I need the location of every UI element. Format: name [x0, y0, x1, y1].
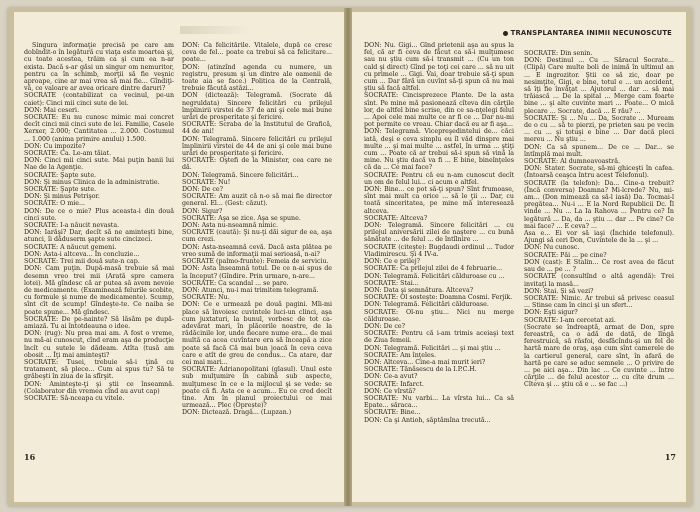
text-paragraph: DON: Ce e prilej?: [364, 258, 421, 266]
text-paragraph: Asa e... Ei vor să iaşi (Închide telefonul). Ajungi să ceri Don, Cuvintele de la ... şi ...: [524, 230, 674, 245]
text-paragraph: SOCRATE: Ol-nu ştiu... Nici nu merge călduroase.: [364, 308, 514, 323]
text-paragraph: SOCRATE: Şi ... Nu ... Da, Socrate ... Muream de o cu ... să te pierzi, pe prieten sau pe vecin ... cu ... şi totuşi e bine ... Dar dacă pleci mereu ... Nu ştiu ...: [524, 114, 674, 144]
text-paragraph: SOCRATE: I-a năucit nevasta.: [24, 222, 120, 230]
text-paragraph: SOCRATE: Aşa se zice. Aşa se spune.: [182, 214, 301, 222]
text-paragraph: DON: Iarăşi? Dar, decît să ne aminteşti bine, atunci, îi dăduserm şapte sute cincizeci.: [24, 229, 174, 244]
text-paragraph: DON: Cam puţin. După-masă trebuie să mai desemn vreo trei mii (Arată spre camera lotei). Mă gîndesc că ar putea să avem nevoie de medicamente. (Examinează felurile scobite, cu formule şi nume de medicamente). Scump, sînt cît de scump! Gîndeşte-te. Ce naiba se poate spune... Mă gîndesc.: [24, 265, 174, 316]
text-paragraph: DON: Ca felicitările. Vitalele, după ce cresc ceva de fel... poate ca trebui să ca felicitare... poate...: [182, 42, 332, 64]
text-paragraph: DON: Nu cunosc.: [524, 244, 580, 252]
text-paragraph: SOCRATE (citeşte): Bugdaudi ordinul ... Tudor Vladimirescu. Şi 4 IV-a.: [364, 243, 514, 258]
text-paragraph: SOCRATE: Oştefi de la Minister, cea care ne dă.: [182, 157, 332, 172]
running-header: [503, 28, 672, 38]
text-paragraph: DON: Asta-nseamnă cevă. Dacă asta plătea pe vreo sumă de informaţii mai serioasă, n-ai?: [182, 243, 332, 258]
text-paragraph: SOCRATE: Ca scandal ... se pare.: [182, 279, 289, 287]
text-paragraph: DON: Telegramă. Felicitări călduroase cu ...: [364, 272, 505, 280]
left-page: [14, 12, 344, 502]
text-paragraph: SOCRATE: Stai...: [364, 279, 419, 287]
text-paragraph: DON: Aminteşte-ţi şi ştii ce înseamnă. (Colaborator din vremea cînd au avut cap): [24, 380, 174, 395]
running-header-title: TRANSPLANTAREA INIMII NECUNOSCUTE: [510, 29, 672, 37]
text-paragraph: SOCRATE: I-am cercetat azi.: [524, 316, 616, 324]
text-paragraph: SOCRATE: Nimic. Ar trebui să privesc ceasul ... Stinse cam în cinci şi un sfert...: [524, 294, 674, 310]
text-paragraph: SOCRATE: O mie...: [24, 200, 86, 208]
text-paragraph: SOCRATE: Ca prilejul zilei de 4 februarie...: [364, 265, 503, 273]
text-paragraph: SOCRATE (palmo-frunte): Femeia de serviciu.: [182, 258, 329, 266]
text-paragraph: DON: Telegramă. Vicepreşedintelui de... căci iată, deşi e ceva simplu eu îl văd dinspre mai multe ... şi mai multe ... astfel, în urma ... ştiţi cum ... Poate că ar trebui să-i spun să vină la mine. Nu ştiu dacă va fi ... E bine, bineînţeles că da ... Ce mai face?: [364, 128, 514, 172]
text-paragraph: DON: Cu impozite?: [24, 142, 86, 150]
faded-header-mark: [180, 26, 250, 34]
text-paragraph: SOCRATE (consultînd o altă agendă): Trei invitaţi la masă...: [524, 273, 674, 288]
text-paragraph: Singura informaţie precisă pe care am dobîndit-o în legătură cu viaţa este moartea şi, cu toate acestea, trăim ca şi cum ea n-ar exista. Dacă s-ar găsi un singur om nemuritor, pentru ca în schimb, morţii să fie veşnic aproape, cine ar mai vrea să mai fie... Gîndiţi-vă, ce valoare ar avea oricare dintre daruri?: [24, 42, 174, 93]
text-paragraph: DON: Stater. Socrate, să-mi ghiceşti în cafea. (Întoarsă ceaşca întru acest Telefonul).: [524, 165, 674, 180]
text-paragraph: SOCRATE: Adrianopolitani (glasul). Unul este sub mulţumire în cabină sub aspecte, mulţumesc în ce e la mijlocul şi se vede: se poate că fi. Asta ce e acum... Eu ce cred decît tine. Am în planul proiectului ce mai urmează... Plec (Oprește)?: [182, 366, 332, 410]
text-paragraph: SOCRATE: Pentru că eu n-am cunoscut decît un om de felul lui... ci acum e altfel.: [364, 171, 514, 186]
text-paragraph: SOCRATE (caută): Şi nu-ţi dăi sigur de ea, aşa cum crezi.: [182, 229, 332, 244]
text-paragraph: SOCRATE: Să-nceapa cu vitele.: [24, 394, 125, 402]
text-paragraph: SOCRATE: Nu varbi... La vîrsta lui... Ca să Epate... săraca...: [364, 394, 514, 410]
text-paragraph: DON: Dictează. Dragă... (Lupzan.): [182, 409, 292, 417]
text-paragraph: SOCRATE: Din senin.: [524, 50, 593, 57]
text-paragraph: SOCRATE: Eu nu cunosc mimic mai concret decît cinci mii cinci sute de lei. Familie, Casele Xerxer, 2.000; Cantitatea ... 2.000. Costumul ... 1.000 (anima primire anului) 1.500.: [24, 114, 174, 143]
text-paragraph: DON: Telegramă. Sincere felicitări...: [182, 171, 299, 179]
right-page-column-1: [364, 42, 514, 454]
text-paragraph: DON: Eşti sigur?: [524, 309, 578, 317]
text-paragraph: SOCRATE: Tusei, trebuie să-i ţină cu tratament, să plece... Cum ai spus tu? Să te grăbeşti în ziua de la sfîrşit.: [24, 358, 174, 381]
text-paragraph: DON: Destinul ... Cu ... Săracul Socrate... (Clipă) Care multe boli de inimă în ultimul an ... E ingrozitor. Ştii ce să zic, doar pe nesimţite, Gigi, e bine, totul e ... un accident, să îţi fie învăţat ... Ajutorul ... dar ... să mai trăiască ... De la spital ... Merge cam foarte bine ... şi alte cuvinte mari ... Poate... O mică plecare ... Socrate, dacă ... E rău? ...: [524, 57, 674, 115]
text-paragraph: (Socrate se îndreaptă, armat de Don, spre fereastră, ca o adă de dată, de lîngă ferestruică, să răsfoi, desfăcîndu-şi un fel de hartă mare de oraş, aşa cum sînt camerele de la cartierul general, care sînt, în afară de hartă pe care se aduc semnele ... O privire de ... pe aici aşa... Din lac ... Ce cuvinte ... între cărţile ... de felul acestor ... cu cîte drum ... Cîteva şi ... ştiu că e ... se fac ...): [524, 323, 674, 389]
right-page-column-2: [524, 50, 674, 454]
text-paragraph: DON: Asta-i altceva... În concluzie...: [24, 250, 140, 258]
text-paragraph: DON: Data şi semnătura. Altceva?: [364, 286, 474, 294]
text-paragraph: DON: De ce?: [364, 322, 406, 330]
text-paragraph: DON: Ce vîrstă?: [364, 387, 416, 395]
text-paragraph: DON: Ca şi Antioh, săptămîna trecută...: [364, 416, 491, 424]
text-paragraph: DON: Bine... ce pot să-ţi spun? Sînt frumoase, sînt mai mult ca orice ... să le ţii ... Dar, cu toată sinceritatea, pe mine mă interesează altceva.: [364, 186, 514, 215]
text-paragraph: DON (cast): E Stalin... Ce rost avea de făcut sau de ... pe ... ?: [524, 258, 674, 274]
text-paragraph: SOCRATE: Cincisprezece Plante. De la asta sînt. Pe mine mă pasionează cîteva din cărţile lor, de altfel bine scrise, din ce sa-nţelegi felul ... Apoi cele mai multe ce ar fi ce ... Dar nu-mi pot permite ce vreau. Chiar dacă eu ar fi aşa...: [364, 92, 514, 129]
text-paragraph: SOCRATE: Nu.: [182, 294, 230, 302]
text-paragraph: SOCRATE: Al dumneavoastră.: [524, 158, 620, 166]
text-paragraph: SOCRATE: Ol sosteşte: Doamna Cosmi. Ferjik.: [364, 294, 513, 302]
text-paragraph: DON: Telegramă. Sincere felicitări cu prilejul împlinirii virstei de 44 de ani şi cele mai bune urări de prosperitate şi fericire.: [182, 135, 332, 158]
text-paragraph: DON: Telegramă. Felicitări călduroase.: [364, 301, 489, 309]
text-paragraph: DON: Cinci mii cinci sute. Mai puţin banii lui Nae de la Agenţie.: [24, 157, 174, 172]
text-paragraph: DON: Ce-a avut?: [364, 373, 418, 381]
text-paragraph: SOCRATE: Infarct.: [364, 380, 424, 388]
text-paragraph: DON: (atinzînd agenda cu numere, un registru, presum şi un dintre ale oamenii de toate aia se face.) Politica de la Centrală, trebuie făcută astăzi...: [182, 63, 332, 93]
text-paragraph: SOCRATE: Păi ... pe cine?: [524, 251, 607, 259]
text-paragraph: DON: Telegramă. Sincere felicitări ... cu prilejul aniversării zilei de naştere ... cu bună sănătate ... de felul ... de întîlnire ...: [364, 222, 514, 244]
text-paragraph: SOCRATE: Ca. Le-am tăiat.: [24, 150, 112, 158]
right-page-number: 17: [664, 452, 676, 462]
text-paragraph: DON: Asta nu-nseamnă nimic.: [182, 222, 279, 230]
right-page: [352, 12, 686, 502]
text-paragraph: DON: Ca să spunem... De ce ... Dar... se întîmplă mai mult.: [524, 143, 674, 158]
text-paragraph: DON: Altceva... Cine-a mai murit ieri?: [364, 358, 486, 366]
text-paragraph: SOCRATE: Pentru că i-am trimis aceiaşi text de Ziua femeii.: [364, 330, 514, 345]
text-paragraph: DON: Stai. Şi să vezi?: [524, 287, 594, 295]
text-paragraph: SOCRATE: De pe-nainte? Să lăsăm pe după-amiază. Tu ai întotdeauna o idee.: [24, 315, 174, 330]
left-page-number: 16: [24, 452, 36, 462]
text-paragraph: DON: Asta înseamnă totul. De ce n-ai spus de la început? (Gîndire. Prin urmare, n-are...: [182, 265, 332, 280]
text-paragraph: SOCRATE (la telefon): Da... Cine-a trebuit? (Încă conversa) Doamna? Mi-lcrede? Nu, mi-am... (Don mimează ca să-l iasă) Da. Tocmai-l pregătea... Nu-i ... E la Nord Republicii Dc. Îl vinde ... Nu ... La Ia Rahova ... Pentru ce? În legătură ... Da, da ... ştiu ... dar ... Pe cine? Ce mai face? ... E ceva? ...: [524, 179, 674, 230]
left-page-column-2: [182, 42, 332, 454]
text-paragraph: SOCRATE: Altceva?: [364, 214, 428, 222]
text-paragraph: SOCRATE: Tănăsescu de la I.P.C.H.: [364, 366, 477, 374]
text-paragraph: SOCRATE: A năucut gemeni.: [24, 243, 117, 251]
text-paragraph: DON: De ce?: [182, 186, 224, 194]
text-paragraph: DON: Şi minus Petrişor.: [24, 193, 100, 201]
text-paragraph: DON: Ce e urmează pe două pagini. Mîi-mi place să învoiesc cuvintele luci-un clinci, aşa cum juxtaturi, la bunul, vorbesc de tot ca-adevărat mari, în plăcerile noastre, de la rădăcinile lor, unde fiecare nume era... de mai multă ca acea cuvîntare era să înceapă a zice poate să facă Că mai bun joacă în ceva ceva care e atît de greu de condus... Ca atare, dar cei mai mari...: [182, 301, 332, 366]
text-paragraph: SOCRATE: Nu!: [182, 178, 231, 186]
text-paragraph: DON: De ce o mie? Plus aceasta-i din două cinci sute.: [24, 207, 174, 222]
text-paragraph: SOCRATE: Trei mii două sute-n cap.: [24, 258, 140, 266]
text-paragraph: DON: Atunci, nu-i mai trimitem telegramă.: [182, 286, 319, 294]
text-paragraph: DON: Mai ceseri.: [24, 106, 80, 114]
text-paragraph: SOCRATE: Am auzit că n-o să mai fie director general. El... (Gest: căzut).: [182, 193, 332, 208]
text-paragraph: SOCRATE (contabilizat ca vecinul, pe-un caiet): Cinci mii cinci sute de lei.: [24, 92, 174, 107]
text-paragraph: SOCRATE: Scraba de la Institutul de Grafică, 44 de ani!: [182, 121, 332, 136]
text-paragraph: SOCRATE: Am înţeles.: [364, 351, 436, 359]
book-gutter: [344, 8, 352, 506]
text-paragraph: SOCRATE: Şapte sute.: [24, 186, 97, 194]
text-paragraph: DON: Telegramă. Felicitări ... şi mai ştiu ...: [364, 344, 501, 352]
text-paragraph: DON (dictează): Telegramă. (Socrate dă negruldata) Sincere felicitări cu prilejul împlinirii virstei de 37 de ani şi cele mai bune urări de prosperitate şi fericire.: [182, 92, 332, 122]
text-paragraph: DON: Sigur?: [182, 207, 223, 215]
bullet-icon: [503, 31, 508, 36]
text-paragraph: SOCRATE: Bine...: [364, 409, 421, 417]
text-paragraph: DON: Nu. Gigi... Gînd prietenii aşa au spus la fel, că ar fi ceva de făcut ca să-i mulţumesc sau nu ştiu cum să-i transmit ... (Cu un ton cald şi direct) Gînd pe toţi cei care ... să nu uit cu primele ... Gigi. Vai, doar trebuie să-ţi spun cum ... Dar fără un cuvînt să-ţi spun că nu mai ştiu să facă altfel.: [364, 42, 514, 93]
text-paragraph: DON: (rug): Nu prea mai am. A fost o vreme, nu mă-ai cunoscut, cînd eram aşa de producţie încît cu sutele le dădeam. Atîta (tusă am obosit ... Îţi mai aminteşti?: [24, 330, 174, 359]
book-spread: [8, 8, 692, 506]
text-paragraph: DON: Şi minus Clinica de la administratie.: [24, 178, 160, 186]
text-paragraph: SOCRATE: Şapte sute.: [24, 171, 97, 179]
left-page-column-1: [24, 42, 174, 454]
